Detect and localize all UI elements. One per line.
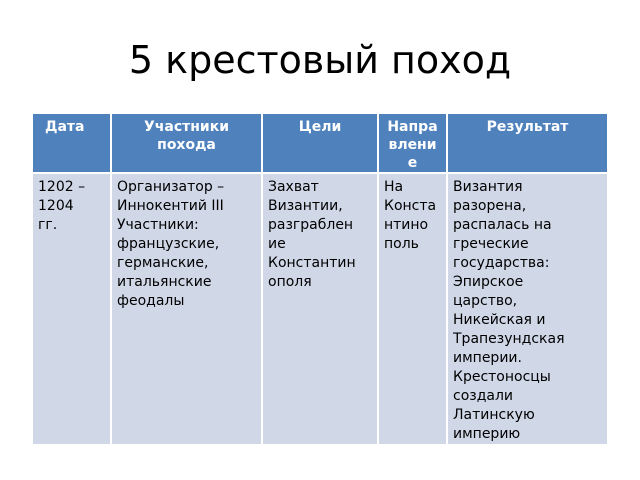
cell-participants: Организатор – Иннокентий III Участники: французские, германские, итальянские феодалы [111, 173, 262, 445]
cell-direction: На Конста нтино поль [378, 173, 447, 445]
table-row [32, 173, 608, 445]
header-result: Результат [447, 113, 608, 173]
cell-goals: Захват Византии, разграблен ие Константин ополя [262, 173, 378, 445]
table-header-row [32, 113, 608, 173]
crusade-table [31, 112, 609, 446]
header-participants: Участники похода [111, 113, 262, 173]
header-direction: Напра влени е [378, 113, 447, 173]
header-date: Дата [32, 113, 111, 173]
cell-date: 1202 – 1204 гг. [32, 173, 111, 445]
slide-title: 5 крестовый поход [128, 38, 512, 82]
header-goals: Цели [262, 113, 378, 173]
cell-result: Византия разорена, распалась на греческие государства: Эпирское царство, Никейская и Трапезундская империи. Крестоносцы создали Латинскую империю [447, 173, 608, 445]
